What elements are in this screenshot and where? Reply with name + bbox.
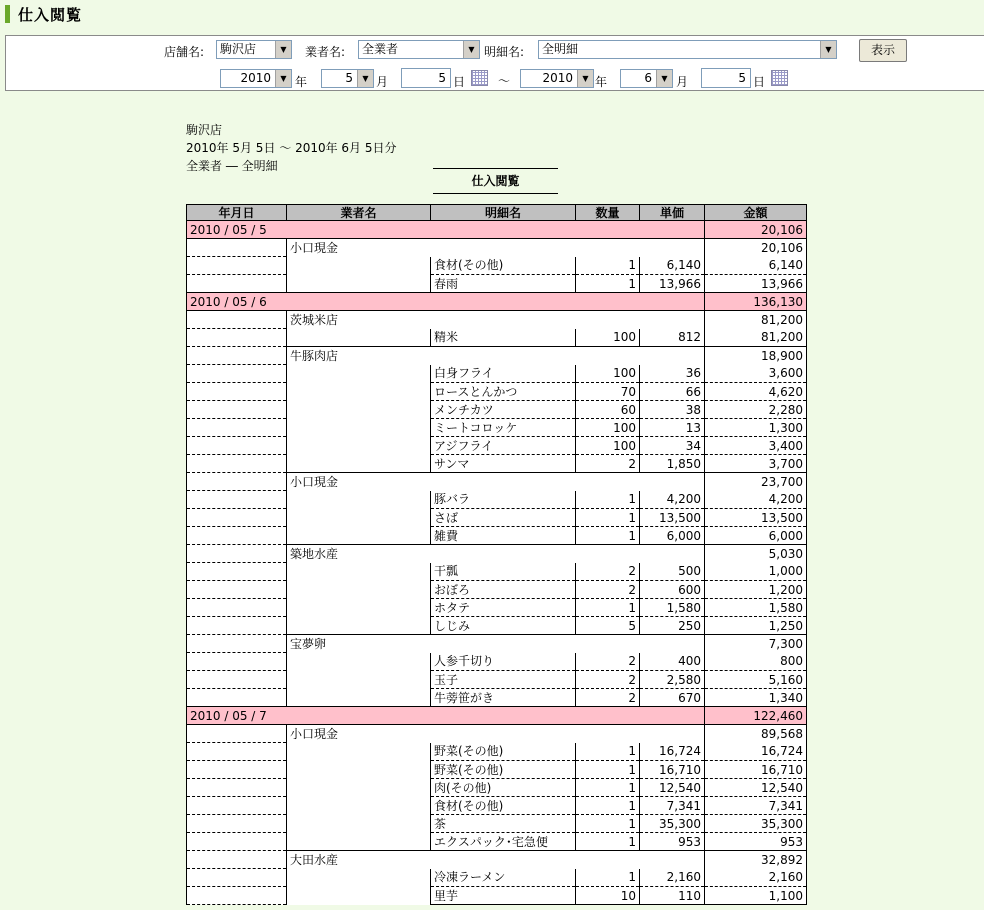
item-price: 16,724 (640, 743, 705, 761)
item-name: 春雨 (431, 275, 576, 293)
item-qty: 2 (576, 455, 640, 473)
group-total: 122,460 (705, 707, 807, 725)
item-price: 110 (640, 887, 705, 905)
purchase-table-body (187, 221, 807, 905)
table-row (187, 491, 807, 509)
item-amount: 3,600 (705, 365, 807, 383)
item-qty: 1 (576, 509, 640, 527)
item-price: 1,850 (640, 455, 705, 473)
item-qty: 1 (576, 743, 640, 761)
table-row (187, 653, 807, 671)
item-name: しじみ (431, 617, 576, 635)
item-name: 豚バラ (431, 491, 576, 509)
vendor-row (187, 239, 807, 257)
vendor-total: 18,900 (705, 347, 807, 365)
vendor-row (187, 347, 807, 365)
column-header-item: 明細名 (431, 205, 576, 221)
table-row (187, 797, 807, 815)
table-row (187, 275, 807, 293)
item-name: エクスパック･宅急便 (431, 833, 576, 851)
to-year-value: 2010 (542, 71, 573, 85)
title-accent-bar (5, 5, 10, 23)
vendor-total: 23,700 (705, 473, 807, 491)
item-price: 500 (640, 563, 705, 581)
item-amount: 4,620 (705, 383, 807, 401)
vendor-name: 宝夢卵 (287, 635, 705, 653)
calendar-icon[interactable] (771, 70, 788, 86)
vendor-total: 7,300 (705, 635, 807, 653)
item-amount: 3,700 (705, 455, 807, 473)
item-name: 食材(その他) (431, 257, 576, 275)
item-price: 2,580 (640, 671, 705, 689)
item-name: 野菜(その他) (431, 743, 576, 761)
detail-select-value: 全明細 (542, 42, 579, 56)
from-day-suffix: 日 (453, 75, 466, 89)
item-qty: 1 (576, 869, 640, 887)
item-qty: 1 (576, 491, 640, 509)
from-year-suffix: 年 (295, 75, 308, 89)
table-row (187, 581, 807, 599)
date-group-row (187, 293, 807, 311)
to-year-suffix: 年 (595, 75, 608, 89)
item-qty: 1 (576, 833, 640, 851)
item-price: 1,580 (640, 599, 705, 617)
column-header-qty: 数量 (576, 205, 640, 221)
table-row (187, 527, 807, 545)
item-price: 13,500 (640, 509, 705, 527)
item-price: 36 (640, 365, 705, 383)
column-header-vendor: 業者名 (287, 205, 431, 221)
vendor-row (187, 311, 807, 329)
from-day-input[interactable]: 5 (401, 68, 451, 88)
report-period: 2010年 5月 5日 ～ 2010年 6月 5日分 (186, 141, 397, 155)
from-month-select[interactable] (321, 69, 374, 88)
detail-label: 明細名: (484, 45, 525, 59)
item-amount: 1,000 (705, 563, 807, 581)
group-total: 20,106 (705, 221, 807, 239)
item-price: 7,341 (640, 797, 705, 815)
item-price: 2,160 (640, 869, 705, 887)
item-price: 35,300 (640, 815, 705, 833)
vendor-name: 大田水産 (287, 851, 705, 869)
to-month-select[interactable] (620, 69, 673, 88)
vendor-label: 業者名: (305, 45, 346, 59)
item-qty: 1 (576, 527, 640, 545)
vendor-select[interactable] (358, 40, 480, 59)
range-separator: ～ (498, 74, 511, 88)
item-price: 250 (640, 617, 705, 635)
item-name: サンマ (431, 455, 576, 473)
group-date: 2010 / 05 / 7 (187, 707, 705, 725)
item-name: ホタテ (431, 599, 576, 617)
table-row (187, 671, 807, 689)
item-name: 人参千切り (431, 653, 576, 671)
chevron-down-icon: ▼ (275, 70, 291, 87)
table-row (187, 563, 807, 581)
item-price: 13,966 (640, 275, 705, 293)
table-row (187, 401, 807, 419)
date-group-row (187, 707, 807, 725)
vendor-row (187, 545, 807, 563)
from-month-suffix: 月 (376, 75, 389, 89)
item-amount: 6,140 (705, 257, 807, 275)
item-price: 4,200 (640, 491, 705, 509)
report-title: 仕入閲覧 (433, 168, 558, 194)
item-amount: 16,710 (705, 761, 807, 779)
item-name: ミートコロッケ (431, 419, 576, 437)
item-qty: 1 (576, 275, 640, 293)
item-qty: 100 (576, 419, 640, 437)
to-day-input[interactable]: 5 (701, 68, 751, 88)
item-qty: 10 (576, 887, 640, 905)
date-group-row (187, 221, 807, 239)
item-name: 茶 (431, 815, 576, 833)
item-amount: 2,280 (705, 401, 807, 419)
chevron-down-icon: ▼ (656, 70, 672, 87)
table-row (187, 419, 807, 437)
store-select[interactable] (216, 40, 292, 59)
show-button[interactable]: 表示 (859, 39, 907, 62)
report-store: 駒沢店 (186, 123, 223, 137)
detail-select[interactable] (538, 40, 837, 59)
vendor-row (187, 725, 807, 743)
table-row (187, 437, 807, 455)
item-qty: 1 (576, 815, 640, 833)
vendor-total: 20,106 (705, 239, 807, 257)
item-amount: 6,000 (705, 527, 807, 545)
report-scope: 全業者 ― 全明細 (186, 159, 278, 173)
to-year-select[interactable] (520, 69, 594, 88)
group-total: 136,130 (705, 293, 807, 311)
item-price: 400 (640, 653, 705, 671)
item-name: 野菜(その他) (431, 761, 576, 779)
item-price: 38 (640, 401, 705, 419)
item-amount: 2,160 (705, 869, 807, 887)
table-row (187, 869, 807, 887)
vendor-total: 81,200 (705, 311, 807, 329)
table-row (187, 833, 807, 851)
item-name: 雑費 (431, 527, 576, 545)
item-name: 肉(その他) (431, 779, 576, 797)
item-amount: 13,966 (705, 275, 807, 293)
column-header-amount: 金額 (705, 205, 807, 221)
vendor-name: 築地水産 (287, 545, 705, 563)
table-row (187, 257, 807, 275)
item-name: さば (431, 509, 576, 527)
page-title: 仕入閲覧 (18, 6, 83, 24)
item-qty: 2 (576, 563, 640, 581)
table-row (187, 617, 807, 635)
vendor-total: 89,568 (705, 725, 807, 743)
chevron-down-icon: ▼ (463, 41, 479, 58)
item-name: 白身フライ (431, 365, 576, 383)
item-name: 精米 (431, 329, 576, 347)
from-year-select[interactable] (220, 69, 292, 88)
vendor-name: 小口現金 (287, 473, 705, 491)
from-year-value: 2010 (240, 71, 271, 85)
item-qty: 2 (576, 653, 640, 671)
from-month-value: 5 (345, 71, 353, 85)
item-price: 66 (640, 383, 705, 401)
vendor-row (187, 851, 807, 869)
item-qty: 100 (576, 437, 640, 455)
item-amount: 1,200 (705, 581, 807, 599)
column-header-date: 年月日 (187, 205, 287, 221)
item-name: ロースとんかつ (431, 383, 576, 401)
item-amount: 1,300 (705, 419, 807, 437)
item-amount: 1,580 (705, 599, 807, 617)
item-name: アジフライ (431, 437, 576, 455)
item-price: 600 (640, 581, 705, 599)
vendor-row (187, 635, 807, 653)
column-header-price: 単価 (640, 205, 705, 221)
chevron-down-icon: ▼ (357, 70, 373, 87)
chevron-down-icon: ▼ (577, 70, 593, 87)
item-price: 812 (640, 329, 705, 347)
item-name: 牛蒡笹がき (431, 689, 576, 707)
table-row (187, 383, 807, 401)
item-price: 953 (640, 833, 705, 851)
item-price: 12,540 (640, 779, 705, 797)
filter-panel (5, 35, 984, 91)
item-amount: 7,341 (705, 797, 807, 815)
table-row (187, 599, 807, 617)
item-qty: 5 (576, 617, 640, 635)
item-amount: 5,160 (705, 671, 807, 689)
item-amount: 81,200 (705, 329, 807, 347)
item-name: メンチカツ (431, 401, 576, 419)
item-name: 冷凍ラーメン (431, 869, 576, 887)
item-qty: 1 (576, 257, 640, 275)
item-price: 670 (640, 689, 705, 707)
item-amount: 800 (705, 653, 807, 671)
item-qty: 100 (576, 365, 640, 383)
item-amount: 1,250 (705, 617, 807, 635)
table-row (187, 815, 807, 833)
group-date: 2010 / 05 / 5 (187, 221, 705, 239)
table-row (187, 761, 807, 779)
item-qty: 2 (576, 671, 640, 689)
to-month-suffix: 月 (676, 75, 689, 89)
item-qty: 1 (576, 797, 640, 815)
item-amount: 35,300 (705, 815, 807, 833)
group-date: 2010 / 05 / 6 (187, 293, 705, 311)
vendor-name: 牛豚肉店 (287, 347, 705, 365)
table-row (187, 743, 807, 761)
item-qty: 60 (576, 401, 640, 419)
to-day-suffix: 日 (753, 75, 766, 89)
vendor-row (187, 473, 807, 491)
calendar-icon[interactable] (471, 70, 488, 86)
vendor-total: 32,892 (705, 851, 807, 869)
table-row (187, 689, 807, 707)
item-qty: 2 (576, 581, 640, 599)
item-amount: 12,540 (705, 779, 807, 797)
item-amount: 1,100 (705, 887, 807, 905)
store-select-value: 駒沢店 (220, 42, 257, 56)
table-row (187, 365, 807, 383)
page-header (0, 0, 984, 34)
table-row (187, 329, 807, 347)
vendor-select-value: 全業者 (362, 42, 399, 56)
item-qty: 100 (576, 329, 640, 347)
store-label: 店舗名: (164, 45, 205, 59)
report-header (186, 121, 397, 175)
item-qty: 1 (576, 779, 640, 797)
item-price: 16,710 (640, 761, 705, 779)
item-qty: 70 (576, 383, 640, 401)
item-amount: 3,400 (705, 437, 807, 455)
item-amount: 13,500 (705, 509, 807, 527)
item-qty: 1 (576, 599, 640, 617)
vendor-total: 5,030 (705, 545, 807, 563)
item-name: 里芋 (431, 887, 576, 905)
item-price: 13 (640, 419, 705, 437)
item-name: 玉子 (431, 671, 576, 689)
item-name: 食材(その他) (431, 797, 576, 815)
table-row (187, 887, 807, 905)
item-name: 干瓢 (431, 563, 576, 581)
chevron-down-icon: ▼ (275, 41, 291, 58)
item-price: 34 (640, 437, 705, 455)
item-qty: 1 (576, 761, 640, 779)
purchase-table (186, 204, 807, 905)
table-row (187, 779, 807, 797)
vendor-name: 小口現金 (287, 239, 705, 257)
item-amount: 953 (705, 833, 807, 851)
chevron-down-icon: ▼ (820, 41, 836, 58)
item-amount: 1,340 (705, 689, 807, 707)
vendor-name: 茨城米店 (287, 311, 705, 329)
item-amount: 4,200 (705, 491, 807, 509)
table-row (187, 509, 807, 527)
to-month-value: 6 (644, 71, 652, 85)
item-price: 6,140 (640, 257, 705, 275)
item-amount: 16,724 (705, 743, 807, 761)
vendor-name: 小口現金 (287, 725, 705, 743)
item-price: 6,000 (640, 527, 705, 545)
item-name: おぼろ (431, 581, 576, 599)
item-qty: 2 (576, 689, 640, 707)
table-row (187, 455, 807, 473)
table-header-row (187, 205, 807, 221)
